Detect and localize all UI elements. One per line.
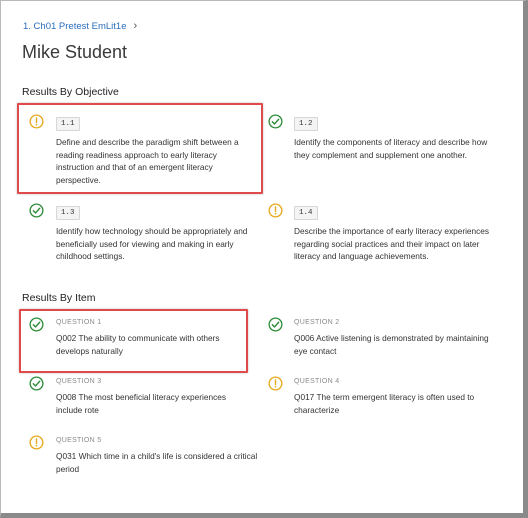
objective-code: 1.4 — [294, 206, 318, 220]
chevron-right-icon: › — [133, 20, 138, 32]
objectives-section-title: Results By Objective — [22, 86, 119, 98]
objective-text: Describe the importance of early literacy experiences regarding social practices and their impact on later literacy and language achievements. — [294, 226, 490, 261]
breadcrumb — [23, 20, 137, 32]
question-item[interactable] — [294, 319, 489, 357]
items-section-title: Results By Item — [22, 292, 96, 304]
exclamation-circle-icon — [268, 376, 283, 391]
page-title: Mike Student — [22, 42, 128, 62]
objective-text: Identify how technology should be appropriately and beneficially used for viewing and making in early childhood settings. — [56, 226, 248, 261]
objective-card — [56, 112, 256, 186]
objective-card — [294, 201, 494, 263]
check-circle-icon — [29, 203, 44, 218]
objective-card — [294, 112, 494, 161]
check-circle-icon — [268, 317, 283, 332]
question-text: Q017 The term emergent literacy is often used to characterize — [294, 392, 475, 415]
breadcrumb-link[interactable]: 1. Ch01 Pretest EmLit1e — [23, 20, 127, 32]
question-item[interactable] — [294, 378, 494, 416]
question-label: QUESTION 5 — [56, 437, 102, 444]
objective-code: 1.3 — [56, 206, 80, 220]
question-label: QUESTION 2 — [294, 319, 340, 326]
objective-text: Identify the components of literacy and describe how they complement and supplement one another. — [294, 137, 488, 160]
check-circle-icon — [268, 114, 283, 129]
question-label: QUESTION 4 — [294, 378, 340, 385]
check-circle-icon — [29, 317, 44, 332]
question-label: QUESTION 1 — [56, 319, 102, 326]
question-text: Q006 Active listening is demonstrated by maintaining eye contact — [294, 333, 489, 356]
objective-code: 1.1 — [56, 117, 80, 131]
check-circle-icon — [29, 376, 44, 391]
question-text: Q002 The ability to communicate with others develops naturally — [56, 333, 220, 356]
objective-code: 1.2 — [294, 117, 318, 131]
exclamation-circle-icon — [268, 203, 283, 218]
question-text: Q031 Which time in a child's life is considered a critical period — [56, 451, 258, 474]
exclamation-circle-icon — [29, 435, 44, 450]
question-item[interactable] — [56, 319, 251, 357]
question-item[interactable] — [56, 437, 261, 475]
objective-card — [56, 201, 256, 263]
exclamation-circle-icon — [29, 114, 44, 129]
question-text: Q008 The most beneficial literacy experiences include rote — [56, 392, 227, 415]
objective-text: Define and describe the paradigm shift between a reading readiness approach to early literacy instruction and that of an emergent literacy perspective. — [56, 137, 239, 185]
question-item[interactable] — [56, 378, 251, 416]
question-label: QUESTION 3 — [56, 378, 102, 385]
